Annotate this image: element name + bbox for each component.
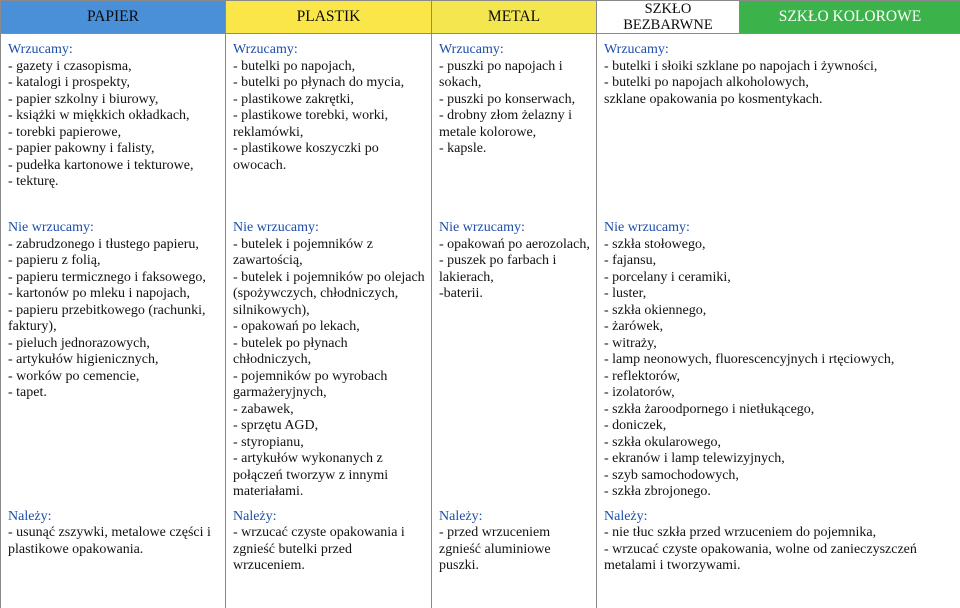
- list-item: -baterii.: [439, 286, 590, 303]
- list-item: - wrzucać czyste opakowania i zgnieść butelki przed wrzuceniem.: [233, 525, 425, 575]
- header-szklo-bezbarwne-line1: SZKŁO: [645, 1, 692, 17]
- list-item: - kartonów po mleku i napojach,: [8, 286, 219, 303]
- item-list: [8, 237, 219, 402]
- list-item: - puszek po farbach i lakierach,: [439, 253, 590, 286]
- header-szklo-group: [597, 1, 960, 34]
- cell-papier-wrzucamy: [1, 34, 226, 213]
- list-item: - reflektorów,: [604, 369, 954, 386]
- list-item: - izolatorów,: [604, 385, 954, 402]
- list-item: - pojemników po wyrobach garmażeryjnych,: [233, 369, 425, 402]
- list-item: - butelki po napojach,: [233, 59, 425, 76]
- cell-szklo-wrzucamy: [597, 34, 960, 213]
- list-item: - ekranów i lamp telewizyjnych,: [604, 451, 954, 468]
- list-item: - torebki papierowe,: [8, 125, 219, 142]
- list-item: - butelek i pojemników z zawartością,: [233, 237, 425, 270]
- list-item: - sprzętu AGD,: [233, 418, 425, 435]
- section-label-nie-wrzucamy: Nie wrzucamy:: [604, 220, 954, 237]
- section-label-nalezy: Należy:: [233, 509, 425, 526]
- list-item: - butelki po płynach do mycia,: [233, 75, 425, 92]
- list-item: - szkła okiennego,: [604, 303, 954, 320]
- list-item: - papier szkolny i biurowy,: [8, 92, 219, 109]
- item-list: [604, 237, 954, 501]
- list-item: - szkła żaroodpornego i nietłukącego,: [604, 402, 954, 419]
- item-list: [439, 525, 590, 575]
- section-label-nie-wrzucamy: Nie wrzucamy:: [8, 220, 219, 237]
- list-item: - szkła zbrojonego.: [604, 484, 954, 501]
- list-item: - tapet.: [8, 385, 219, 402]
- list-item: - plastikowe zakrętki,: [233, 92, 425, 109]
- section-label-nalezy: Należy:: [8, 509, 219, 526]
- list-item: - kapsle.: [439, 141, 590, 158]
- section-label-nie-wrzucamy: Nie wrzucamy:: [233, 220, 425, 237]
- list-item: - plastikowe torebki, worki, reklamówki,: [233, 108, 425, 141]
- list-item: - papieru z folią,: [8, 253, 219, 270]
- list-item: - witraży,: [604, 336, 954, 353]
- list-item: - doniczek,: [604, 418, 954, 435]
- item-list: [439, 237, 590, 303]
- row-wrzucamy: [1, 34, 960, 213]
- header-szklo-kolorowe: SZKŁO KOLOROWE: [739, 1, 960, 33]
- list-item: - lamp neonowych, fluorescencyjnych i rtęciowych,: [604, 352, 954, 369]
- cell-metal-wrzucamy: [432, 34, 597, 213]
- list-item: - pudełka kartonowe i tekturowe,: [8, 158, 219, 175]
- cell-plastik-nie-wrzucamy: [226, 212, 432, 501]
- cell-plastik-nalezy: [226, 501, 432, 608]
- list-item: - opakowań po aerozolach,: [439, 237, 590, 254]
- item-list: [8, 59, 219, 191]
- cell-szklo-nalezy: [597, 501, 960, 608]
- list-item: - żarówek,: [604, 319, 954, 336]
- item-list: [233, 237, 425, 501]
- list-item: - luster,: [604, 286, 954, 303]
- row-nalezy: [1, 501, 960, 608]
- item-list: [8, 525, 219, 558]
- list-item: - papieru termicznego i faksowego,: [8, 270, 219, 287]
- list-item: - butelek i pojemników po olejach (spożywczych, chłodniczych, silnikowych),: [233, 270, 425, 320]
- list-item: - plastikowe koszyczki po owocach.: [233, 141, 425, 174]
- list-item: - zabawek,: [233, 402, 425, 419]
- list-item: - przed wrzuceniem zgnieść aluminiowe puszki.: [439, 525, 590, 575]
- list-item: - butelki i słoiki szklane po napojach i żywności,: [604, 59, 954, 76]
- header-szklo-bezbarwne: [597, 1, 739, 33]
- header-plastik: PLASTIK: [226, 1, 432, 34]
- list-item: - pieluch jednorazowych,: [8, 336, 219, 353]
- cell-metal-nie-wrzucamy: [432, 212, 597, 501]
- list-item: - worków po cemencie,: [8, 369, 219, 386]
- list-item: - papieru przebitkowego (rachunki, faktury),: [8, 303, 219, 336]
- list-item: - książki w miękkich okładkach,: [8, 108, 219, 125]
- section-label-nalezy: Należy:: [604, 509, 954, 526]
- list-item: - drobny złom żelazny i metale kolorowe,: [439, 108, 590, 141]
- row-nie-wrzucamy: [1, 212, 960, 501]
- item-list: [233, 525, 425, 575]
- list-item: - tekturę.: [8, 174, 219, 191]
- list-item: - zabrudzonego i tłustego papieru,: [8, 237, 219, 254]
- list-item: - fajansu,: [604, 253, 954, 270]
- list-item: - styropianu,: [233, 435, 425, 452]
- list-item: - usunąć zszywki, metalowe części i plastikowe opakowania.: [8, 525, 219, 558]
- list-item: - butelki po napojach alkoholowych,: [604, 75, 954, 92]
- item-list: [439, 59, 590, 158]
- cell-plastik-wrzucamy: [226, 34, 432, 213]
- cell-metal-nalezy: [432, 501, 597, 608]
- section-label-nie-wrzucamy: Nie wrzucamy:: [439, 220, 590, 237]
- list-item: - butelek po płynach chłodniczych,: [233, 336, 425, 369]
- list-item: - papier pakowny i falisty,: [8, 141, 219, 158]
- list-item: - szyb samochodowych,: [604, 468, 954, 485]
- section-label-wrzucamy: Wrzucamy:: [233, 42, 425, 59]
- section-label-wrzucamy: Wrzucamy:: [439, 42, 590, 59]
- list-item: - porcelany i ceramiki,: [604, 270, 954, 287]
- list-item: - gazety i czasopisma,: [8, 59, 219, 76]
- header-row: [1, 1, 960, 34]
- list-item: - nie tłuc szkła przed wrzuceniem do pojemnika,: [604, 525, 954, 542]
- item-list: [604, 59, 954, 109]
- header-szklo-bezbarwne-line2: BEZBARWNE: [623, 17, 712, 33]
- list-item: - artykułów wykonanych z połączeń tworzyw z innymi materiałami.: [233, 451, 425, 501]
- list-item: - wrzucać czyste opakowania, wolne od zanieczyszczeń metalami i tworzywami.: [604, 542, 954, 575]
- list-item: - puszki po konserwach,: [439, 92, 590, 109]
- list-item: szklane opakowania po kosmentykach.: [604, 92, 954, 109]
- header-metal: METAL: [432, 1, 597, 34]
- cell-szklo-nie-wrzucamy: [597, 212, 960, 501]
- header-papier: PAPIER: [1, 1, 226, 34]
- item-list: [233, 59, 425, 175]
- section-label-wrzucamy: Wrzucamy:: [604, 42, 954, 59]
- cell-papier-nie-wrzucamy: [1, 212, 226, 501]
- list-item: - katalogi i prospekty,: [8, 75, 219, 92]
- list-item: - szkła okularowego,: [604, 435, 954, 452]
- list-item: - opakowań po lekach,: [233, 319, 425, 336]
- item-list: [604, 525, 954, 575]
- section-label-wrzucamy: Wrzucamy:: [8, 42, 219, 59]
- section-label-nalezy: Należy:: [439, 509, 590, 526]
- cell-papier-nalezy: [1, 501, 226, 608]
- list-item: - szkła stołowego,: [604, 237, 954, 254]
- list-item: - artykułów higienicznych,: [8, 352, 219, 369]
- list-item: - puszki po napojach i sokach,: [439, 59, 590, 92]
